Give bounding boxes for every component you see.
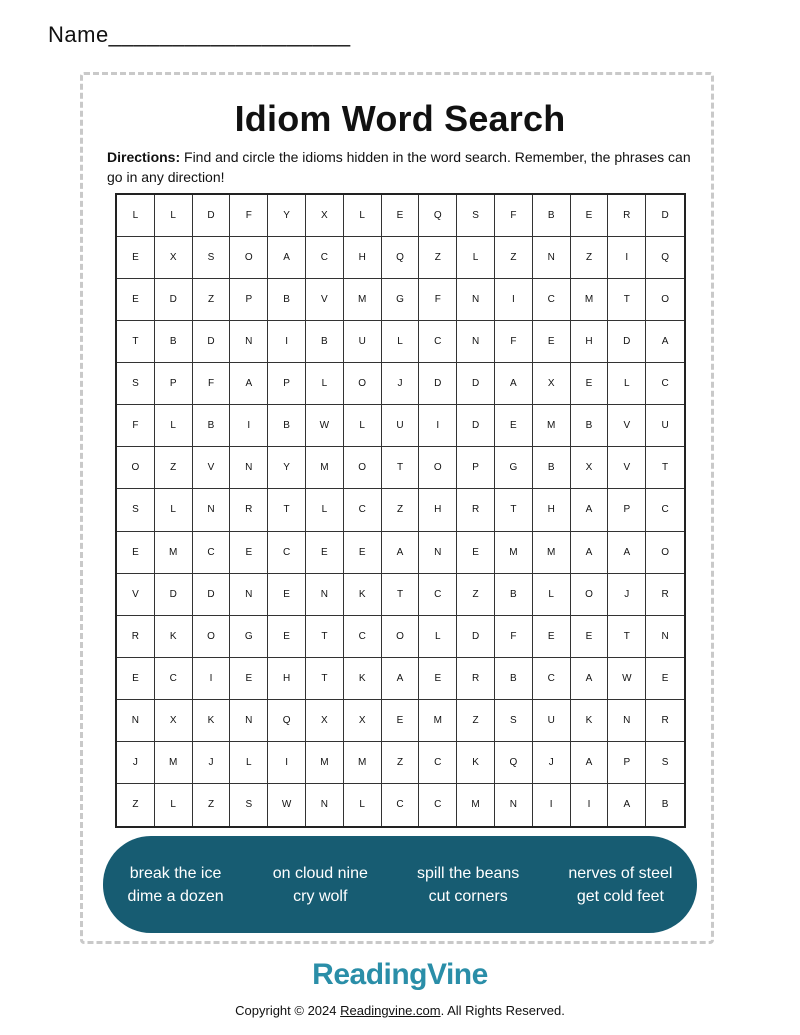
- grid-cell[interactable]: B: [193, 405, 231, 447]
- grid-cell[interactable]: U: [646, 405, 684, 447]
- grid-cell[interactable]: O: [230, 237, 268, 279]
- grid-cell[interactable]: Q: [268, 700, 306, 742]
- grid-cell[interactable]: B: [533, 195, 571, 237]
- grid-cell[interactable]: K: [344, 574, 382, 616]
- grid-cell[interactable]: R: [646, 574, 684, 616]
- grid-cell[interactable]: C: [419, 321, 457, 363]
- grid-cell[interactable]: E: [268, 574, 306, 616]
- grid-cell[interactable]: B: [495, 658, 533, 700]
- grid-cell[interactable]: B: [155, 321, 193, 363]
- grid-cell[interactable]: E: [419, 658, 457, 700]
- grid-cell[interactable]: Z: [193, 784, 231, 826]
- grid-cell[interactable]: E: [117, 237, 155, 279]
- grid-cell[interactable]: X: [155, 700, 193, 742]
- grid-cell[interactable]: C: [646, 489, 684, 531]
- grid-cell[interactable]: H: [344, 237, 382, 279]
- grid-cell[interactable]: D: [419, 363, 457, 405]
- grid-cell[interactable]: L: [608, 363, 646, 405]
- grid-cell[interactable]: E: [571, 195, 609, 237]
- grid-cell[interactable]: F: [419, 279, 457, 321]
- grid-cell[interactable]: L: [457, 237, 495, 279]
- grid-cell[interactable]: E: [571, 616, 609, 658]
- grid-cell[interactable]: E: [533, 616, 571, 658]
- grid-cell[interactable]: N: [457, 279, 495, 321]
- grid-cell[interactable]: B: [268, 279, 306, 321]
- grid-cell[interactable]: N: [193, 489, 231, 531]
- word-bank-item: spill the beans: [416, 864, 520, 882]
- grid-cell[interactable]: Y: [268, 195, 306, 237]
- grid-cell[interactable]: F: [495, 616, 533, 658]
- grid-cell[interactable]: L: [155, 784, 193, 826]
- grid-cell[interactable]: Z: [495, 237, 533, 279]
- grid-cell[interactable]: C: [419, 742, 457, 784]
- grid-cell[interactable]: S: [193, 237, 231, 279]
- grid-cell[interactable]: N: [495, 784, 533, 826]
- grid-cell[interactable]: C: [306, 237, 344, 279]
- grid-cell[interactable]: A: [268, 237, 306, 279]
- grid-cell[interactable]: V: [608, 405, 646, 447]
- grid-cell[interactable]: G: [382, 279, 420, 321]
- grid-cell[interactable]: L: [533, 574, 571, 616]
- copyright-prefix: Copyright © 2024: [235, 1003, 341, 1018]
- grid-cell[interactable]: H: [571, 321, 609, 363]
- grid-cell[interactable]: L: [306, 363, 344, 405]
- grid-cell[interactable]: X: [344, 700, 382, 742]
- grid-cell[interactable]: P: [457, 447, 495, 489]
- grid-cell[interactable]: N: [230, 321, 268, 363]
- word-bank-item: dime a dozen: [127, 887, 224, 905]
- grid-cell[interactable]: L: [155, 489, 193, 531]
- grid-cell[interactable]: A: [495, 363, 533, 405]
- grid-cell[interactable]: S: [230, 784, 268, 826]
- grid-cell[interactable]: B: [268, 405, 306, 447]
- grid-cell[interactable]: U: [533, 700, 571, 742]
- grid-cell[interactable]: L: [382, 321, 420, 363]
- grid-cell[interactable]: M: [344, 279, 382, 321]
- word-bank-item: on cloud nine: [272, 864, 368, 882]
- grid-cell[interactable]: K: [457, 742, 495, 784]
- grid-cell[interactable]: Q: [382, 237, 420, 279]
- grid-cell[interactable]: M: [419, 700, 457, 742]
- grid-cell[interactable]: I: [495, 279, 533, 321]
- grid-cell[interactable]: R: [117, 616, 155, 658]
- grid-cell[interactable]: T: [646, 447, 684, 489]
- grid-cell[interactable]: R: [230, 489, 268, 531]
- grid-cell[interactable]: C: [419, 574, 457, 616]
- grid-cell[interactable]: G: [495, 447, 533, 489]
- grid-cell[interactable]: S: [117, 489, 155, 531]
- grid-cell[interactable]: C: [382, 784, 420, 826]
- grid-cell[interactable]: M: [533, 405, 571, 447]
- grid-cell[interactable]: T: [608, 279, 646, 321]
- grid-cell[interactable]: D: [646, 195, 684, 237]
- grid-cell[interactable]: R: [646, 700, 684, 742]
- grid-cell[interactable]: L: [155, 195, 193, 237]
- grid-cell[interactable]: I: [268, 321, 306, 363]
- word-bank-column: [568, 862, 672, 908]
- grid-cell[interactable]: M: [306, 742, 344, 784]
- page-title: Idiom Word Search: [234, 98, 566, 139]
- grid-cell[interactable]: J: [193, 742, 231, 784]
- grid-cell[interactable]: E: [230, 658, 268, 700]
- grid-cell[interactable]: P: [608, 489, 646, 531]
- grid-cell[interactable]: D: [608, 321, 646, 363]
- grid-cell[interactable]: O: [382, 616, 420, 658]
- grid-cell[interactable]: T: [382, 574, 420, 616]
- grid-cell[interactable]: W: [608, 658, 646, 700]
- brand-logo: ReadingVine: [312, 958, 488, 991]
- grid-cell[interactable]: X: [155, 237, 193, 279]
- word-search-grid: [115, 193, 686, 828]
- grid-cell[interactable]: Z: [571, 237, 609, 279]
- grid-cell[interactable]: D: [193, 574, 231, 616]
- grid-cell[interactable]: J: [382, 363, 420, 405]
- grid-cell[interactable]: M: [571, 279, 609, 321]
- grid-cell[interactable]: A: [230, 363, 268, 405]
- word-bank-item: cry wolf: [293, 887, 348, 905]
- grid-cell[interactable]: L: [155, 405, 193, 447]
- grid-cell[interactable]: Q: [495, 742, 533, 784]
- grid-cell[interactable]: A: [571, 658, 609, 700]
- grid-cell[interactable]: B: [661, 799, 669, 811]
- grid-cell[interactable]: C: [646, 363, 684, 405]
- grid-cell[interactable]: M: [344, 742, 382, 784]
- grid-cell[interactable]: P: [230, 279, 268, 321]
- grid-cell[interactable]: C: [533, 279, 571, 321]
- grid-cell[interactable]: L: [419, 616, 457, 658]
- grid-cell[interactable]: S: [457, 195, 495, 237]
- grid-cell[interactable]: J: [117, 742, 155, 784]
- grid-cell[interactable]: E: [457, 532, 495, 574]
- word-bank-column: [128, 862, 224, 908]
- grid-cell[interactable]: P: [608, 742, 646, 784]
- grid-cell[interactable]: Y: [268, 447, 306, 489]
- grid-cell[interactable]: A: [382, 532, 420, 574]
- grid-cell[interactable]: A: [571, 742, 609, 784]
- grid-cell[interactable]: Q: [419, 195, 457, 237]
- grid-cell[interactable]: L: [306, 489, 344, 531]
- grid-cell[interactable]: H: [533, 489, 571, 531]
- grid-cell[interactable]: T: [306, 616, 344, 658]
- grid-cell[interactable]: E: [344, 532, 382, 574]
- grid-cell[interactable]: I: [608, 237, 646, 279]
- grid-cell[interactable]: U: [344, 321, 382, 363]
- word-bank-column: [273, 862, 368, 908]
- grid-cell[interactable]: M: [155, 532, 193, 574]
- grid-cell[interactable]: J: [608, 574, 646, 616]
- directions-text: Find and circle the idioms hidden in the word search. Remember, the phrases can go in any direction!: [107, 149, 691, 185]
- grid-cell[interactable]: I: [571, 784, 609, 826]
- copyright-link[interactable]: Readingvine.com: [340, 1003, 441, 1018]
- grid-cell[interactable]: D: [193, 195, 231, 237]
- grid-cell[interactable]: Z: [382, 742, 420, 784]
- grid-cell[interactable]: N: [533, 237, 571, 279]
- grid-cell[interactable]: A: [608, 532, 646, 574]
- grid-cell[interactable]: N: [306, 784, 344, 826]
- copyright-line: [0, 1003, 800, 1018]
- grid-cell[interactable]: C: [344, 616, 382, 658]
- grid-cell[interactable]: N: [306, 574, 344, 616]
- grid-cell[interactable]: F: [193, 363, 231, 405]
- grid-cell[interactable]: E: [646, 658, 684, 700]
- grid-cell[interactable]: M: [155, 742, 193, 784]
- grid-cell[interactable]: D: [457, 363, 495, 405]
- grid-cell[interactable]: N: [608, 700, 646, 742]
- grid-cell[interactable]: T: [306, 658, 344, 700]
- grid-cell[interactable]: O: [344, 447, 382, 489]
- grid-cell[interactable]: L: [344, 784, 382, 826]
- grid-cell[interactable]: A: [571, 532, 609, 574]
- grid-cell[interactable]: E: [117, 279, 155, 321]
- grid-cell[interactable]: E: [382, 195, 420, 237]
- word-bank-column: [417, 862, 519, 908]
- grid-cell[interactable]: I: [268, 742, 306, 784]
- grid-cell[interactable]: L: [230, 742, 268, 784]
- grid-cell[interactable]: S: [117, 363, 155, 405]
- grid-cell[interactable]: O: [646, 279, 684, 321]
- grid-cell[interactable]: V: [117, 574, 155, 616]
- grid-cell[interactable]: D: [457, 616, 495, 658]
- grid-cell[interactable]: O: [193, 616, 231, 658]
- grid-cell[interactable]: A: [571, 489, 609, 531]
- grid-cell[interactable]: Z: [155, 447, 193, 489]
- grid-cell[interactable]: E: [306, 532, 344, 574]
- grid-cell[interactable]: E: [117, 658, 155, 700]
- grid-cell[interactable]: I: [533, 784, 571, 826]
- grid-cell[interactable]: D: [155, 279, 193, 321]
- grid-cell[interactable]: T: [495, 489, 533, 531]
- grid-cell[interactable]: E: [533, 321, 571, 363]
- grid-cell[interactable]: F: [230, 195, 268, 237]
- grid-cell[interactable]: W: [268, 784, 306, 826]
- grid-cell[interactable]: A: [608, 784, 646, 826]
- grid-cell[interactable]: D: [193, 321, 231, 363]
- grid-cell[interactable]: X: [306, 195, 344, 237]
- grid-cell[interactable]: M: [495, 532, 533, 574]
- grid-cell[interactable]: W: [306, 405, 344, 447]
- directions: [107, 147, 697, 187]
- grid-cell[interactable]: D: [457, 405, 495, 447]
- grid-cell[interactable]: N: [230, 447, 268, 489]
- grid-cell[interactable]: N: [117, 700, 155, 742]
- grid-cell[interactable]: V: [608, 447, 646, 489]
- grid-cell[interactable]: C: [419, 784, 457, 826]
- grid-cell[interactable]: M: [533, 532, 571, 574]
- grid-cell[interactable]: O: [571, 574, 609, 616]
- grid-cell[interactable]: T: [382, 447, 420, 489]
- grid-cell[interactable]: R: [608, 195, 646, 237]
- grid-cell[interactable]: S: [646, 742, 684, 784]
- grid-cell[interactable]: N: [457, 321, 495, 363]
- grid-cell[interactable]: L: [117, 195, 155, 237]
- name-field-label: Name___________________: [48, 22, 351, 47]
- grid-cell[interactable]: H: [419, 489, 457, 531]
- word-bank-item: cut corners: [428, 887, 508, 905]
- grid-cell[interactable]: B: [495, 574, 533, 616]
- grid-cell[interactable]: V: [306, 279, 344, 321]
- grid-cell[interactable]: I: [419, 405, 457, 447]
- grid-cell[interactable]: B: [306, 321, 344, 363]
- grid-cell[interactable]: K: [155, 616, 193, 658]
- grid-cell[interactable]: C: [533, 658, 571, 700]
- grid-cell[interactable]: Z: [457, 574, 495, 616]
- grid-cell[interactable]: H: [268, 658, 306, 700]
- grid-cell[interactable]: N: [230, 700, 268, 742]
- grid-cell[interactable]: F: [495, 195, 533, 237]
- word-bank-item: nerves of steel: [568, 864, 673, 882]
- grid-cell[interactable]: U: [382, 405, 420, 447]
- grid-cell[interactable]: I: [193, 658, 231, 700]
- grid-cell[interactable]: E: [230, 532, 268, 574]
- grid-cell[interactable]: T: [117, 321, 155, 363]
- grid-cell[interactable]: D: [155, 574, 193, 616]
- grid-cell[interactable]: G: [230, 616, 268, 658]
- grid-cell[interactable]: O: [344, 363, 382, 405]
- grid-cell[interactable]: Z: [117, 784, 155, 826]
- grid-cell[interactable]: T: [608, 616, 646, 658]
- grid-cell[interactable]: I: [230, 405, 268, 447]
- grid-cell[interactable]: F: [495, 321, 533, 363]
- grid-cell[interactable]: O: [117, 447, 155, 489]
- grid-cell[interactable]: C: [193, 532, 231, 574]
- grid-cell[interactable]: X: [306, 700, 344, 742]
- grid-cell[interactable]: B: [571, 405, 609, 447]
- grid-cell[interactable]: R: [457, 658, 495, 700]
- grid-cell[interactable]: O: [646, 532, 684, 574]
- grid-cell[interactable]: Z: [419, 237, 457, 279]
- grid-cell[interactable]: C: [344, 489, 382, 531]
- word-bank: [103, 836, 697, 933]
- grid-cell[interactable]: K: [193, 700, 231, 742]
- word-bank-item: break the ice: [129, 864, 222, 882]
- grid-cell[interactable]: E: [382, 700, 420, 742]
- grid-cell[interactable]: C: [268, 532, 306, 574]
- grid-cell[interactable]: R: [457, 489, 495, 531]
- grid-cell[interactable]: V: [193, 447, 231, 489]
- grid-cell[interactable]: Z: [382, 489, 420, 531]
- grid-cell[interactable]: L: [344, 195, 382, 237]
- grid-cell[interactable]: O: [419, 447, 457, 489]
- grid-cell[interactable]: E: [571, 363, 609, 405]
- grid-cell[interactable]: F: [117, 405, 155, 447]
- grid-cell[interactable]: K: [344, 658, 382, 700]
- grid-cell[interactable]: P: [155, 363, 193, 405]
- grid-cell[interactable]: L: [344, 405, 382, 447]
- grid-cell[interactable]: M: [306, 447, 344, 489]
- grid-cell[interactable]: E: [268, 616, 306, 658]
- grid-cell[interactable]: X: [571, 447, 609, 489]
- grid-cell[interactable]: K: [571, 700, 609, 742]
- grid-cell[interactable]: T: [268, 489, 306, 531]
- word-bank-item: get cold feet: [576, 887, 664, 905]
- directions-label: Directions:: [107, 149, 181, 165]
- copyright-suffix: . All Rights Reserved.: [440, 1003, 565, 1018]
- grid-cell[interactable]: S: [495, 700, 533, 742]
- grid-cell[interactable]: Z: [193, 279, 231, 321]
- grid-cell[interactable]: M: [457, 784, 495, 826]
- grid-cell[interactable]: C: [155, 658, 193, 700]
- grid-cell[interactable]: N: [419, 532, 457, 574]
- grid-cell[interactable]: B: [533, 447, 571, 489]
- grid-cell[interactable]: A: [646, 321, 684, 363]
- grid-cell[interactable]: N: [646, 616, 684, 658]
- grid-cell[interactable]: X: [533, 363, 571, 405]
- grid-cell[interactable]: P: [268, 363, 306, 405]
- grid-cell[interactable]: E: [117, 532, 155, 574]
- grid-cell[interactable]: A: [382, 658, 420, 700]
- grid-cell[interactable]: N: [230, 574, 268, 616]
- grid-cell[interactable]: J: [533, 742, 571, 784]
- grid-cell[interactable]: Q: [646, 237, 684, 279]
- grid-cell[interactable]: Z: [457, 700, 495, 742]
- grid-cell[interactable]: E: [495, 405, 533, 447]
